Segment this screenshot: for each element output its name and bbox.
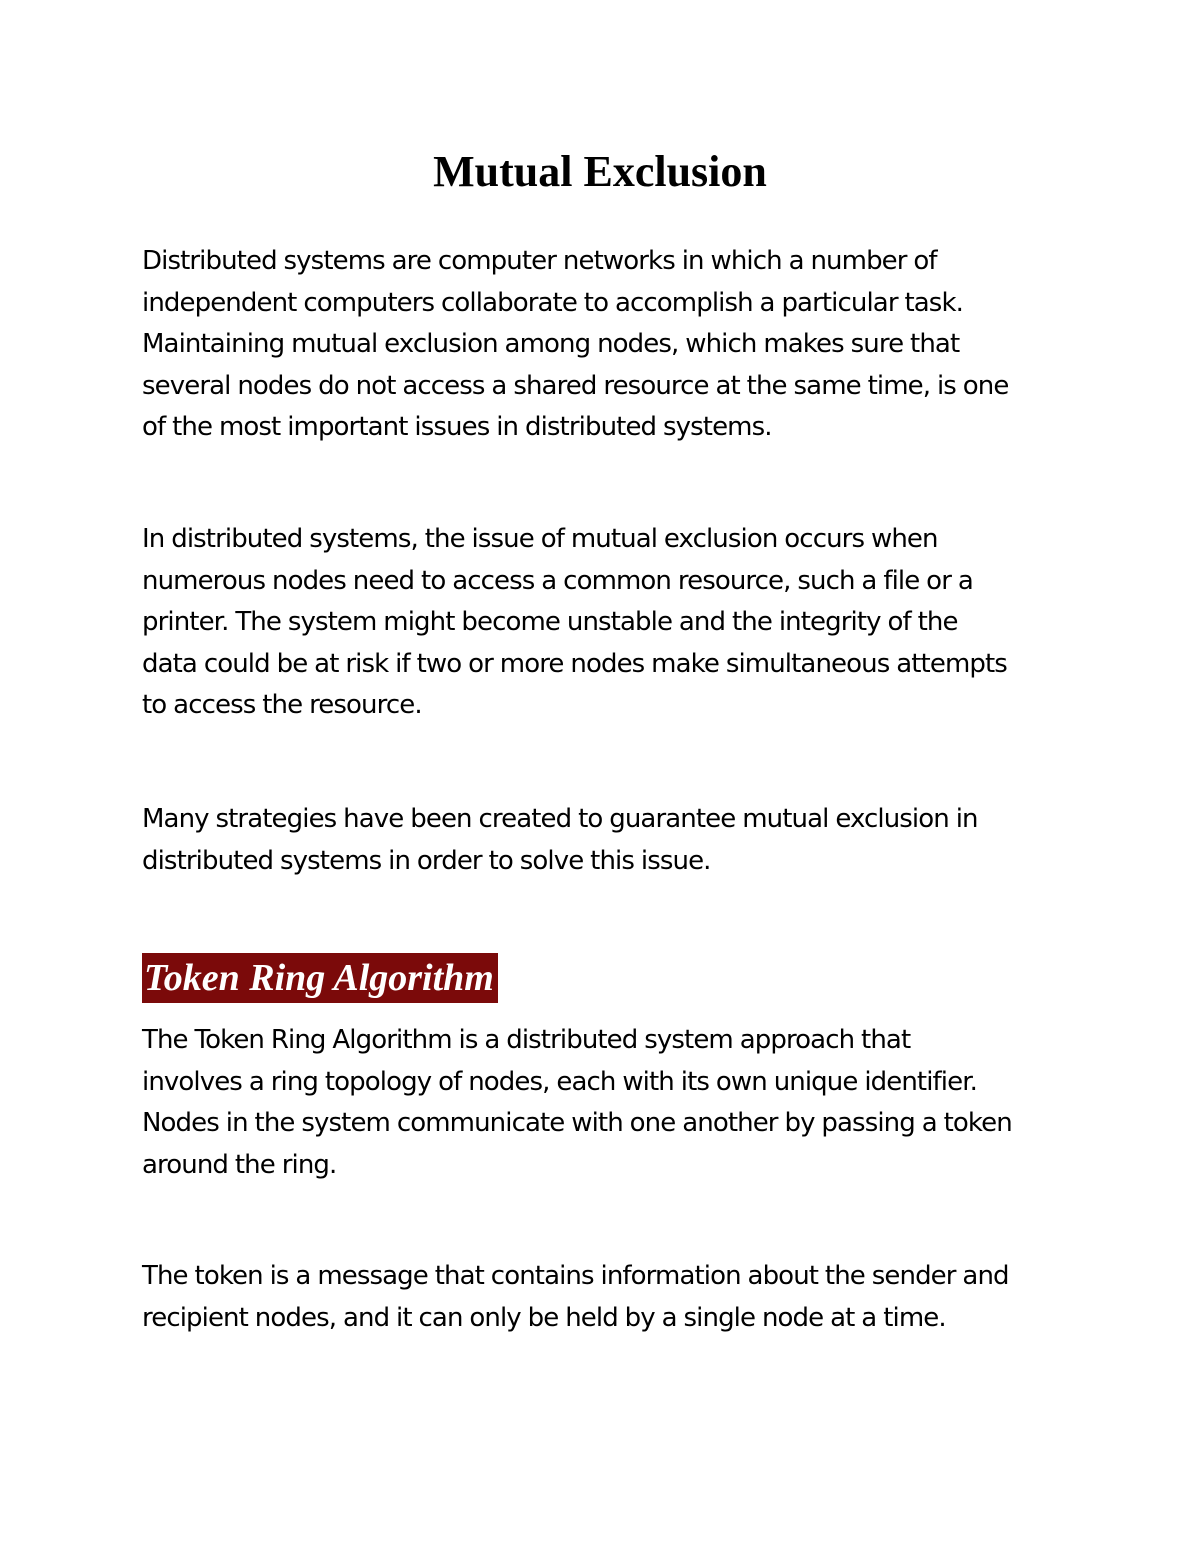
paragraph-line: data could be at risk if two or more nodes make simultaneous attempts <box>142 648 1007 679</box>
paragraph-line: independent computers collaborate to accomplish a particular task. <box>142 287 963 318</box>
paragraph-line: distributed systems in order to solve this issue. <box>142 845 711 876</box>
token-ring-paragraph <box>142 1020 1062 1186</box>
section-heading-token-ring: Token Ring Algorithm <box>142 953 498 1003</box>
paragraph-line: Many strategies have been created to guarantee mutual exclusion in <box>142 804 978 834</box>
token-paragraph <box>142 1256 1062 1339</box>
paragraph-line: recipient nodes, and it can only be held by a single node at a time. <box>142 1302 946 1333</box>
paragraph-line: Maintaining mutual exclusion among nodes, which makes sure that <box>142 329 960 359</box>
paragraph-line: Nodes in the system communicate with one another by passing a token <box>142 1108 1012 1138</box>
problem-paragraph <box>142 519 1062 727</box>
page-title: Mutual Exclusion <box>433 147 767 196</box>
paragraph-line: In distributed systems, the issue of mutual exclusion occurs when <box>142 524 938 554</box>
paragraph-line: The token is a message that contains information about the sender and <box>142 1261 1009 1291</box>
strategies-paragraph <box>142 799 1062 882</box>
paragraph-line: printer. The system might become unstable and the integrity of the <box>142 607 958 637</box>
paragraph-line: around the ring. <box>142 1149 337 1180</box>
paragraph-line: numerous nodes need to access a common resource, such a file or a <box>142 565 973 596</box>
paragraph-line: The Token Ring Algorithm is a distributed system approach that <box>142 1025 911 1055</box>
paragraph-line: several nodes do not access a shared resource at the same time, is one <box>142 370 1009 401</box>
paragraph-line: involves a ring topology of nodes, each with its own unique identifier. <box>142 1066 977 1097</box>
intro-paragraph <box>142 241 1062 449</box>
paragraph-line: Distributed systems are computer networks in which a number of <box>142 246 937 276</box>
paragraph-line: to access the resource. <box>142 690 422 720</box>
paragraph-line: of the most important issues in distributed systems. <box>142 412 772 442</box>
